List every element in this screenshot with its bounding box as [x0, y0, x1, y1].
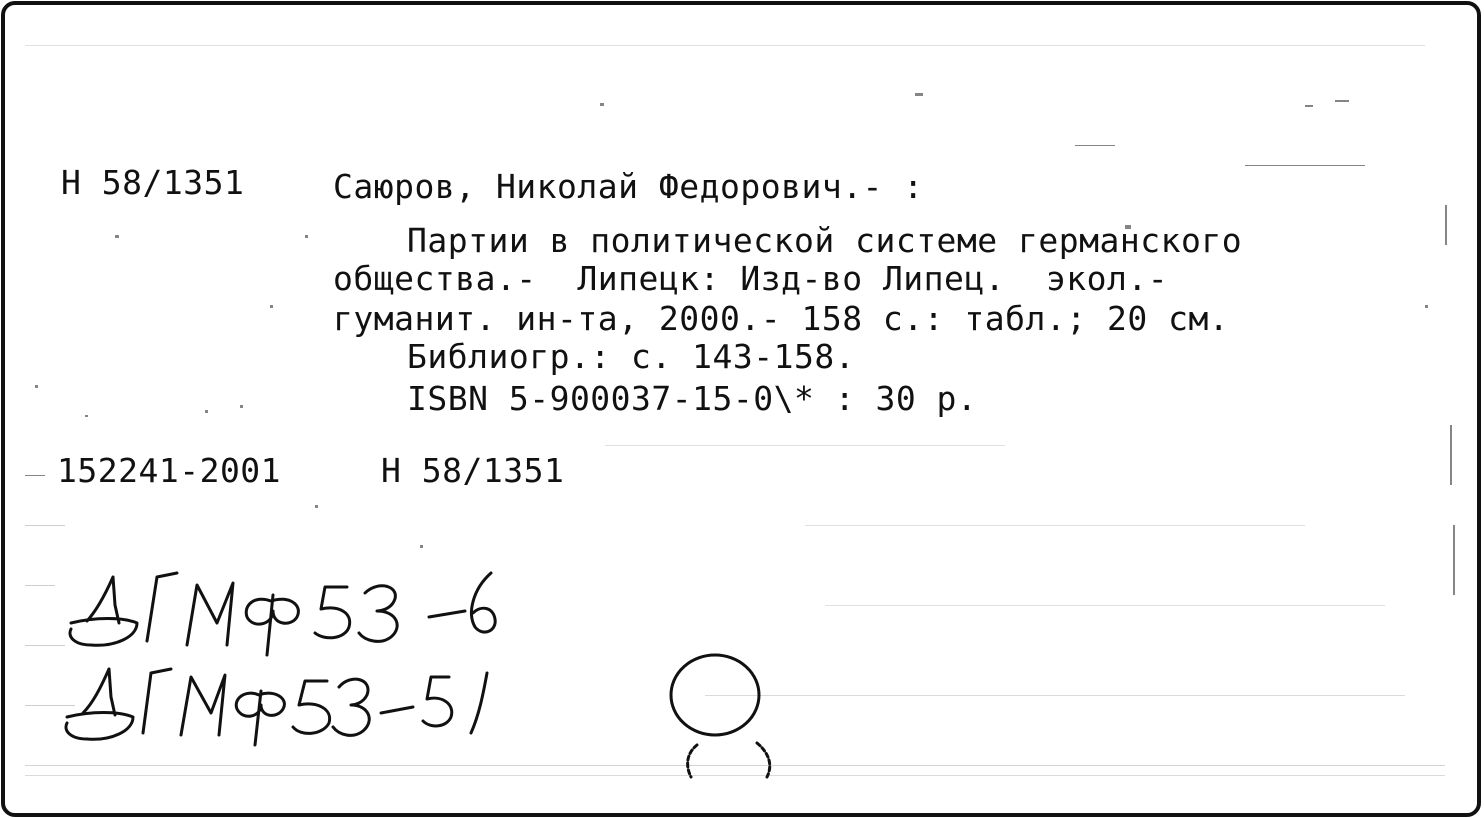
isbn-line: ISBN 5-900037-15-0\* : 30 р. — [407, 379, 978, 418]
physical-description-line: гуманит. ин-та, 2000.- 158 с.: табл.; 20 см. — [333, 299, 1230, 338]
handwritten-circle — [671, 655, 759, 735]
handwritten-shelfmarks-image — [5, 5, 1477, 813]
bibliography-note: Библиогр.: с. 143-158. — [407, 337, 856, 376]
call-number: Н 58/1351 — [61, 163, 245, 202]
accession-call-number: Н 58/1351 — [381, 451, 565, 490]
handwritten-line-2 — [66, 669, 487, 745]
accession-number: 152241-2001 — [57, 451, 282, 490]
title-line: Партии в политической системе германского — [407, 221, 1243, 260]
handwritten-line-1 — [70, 573, 495, 655]
handwritten-notes — [5, 5, 1477, 813]
author-heading: Саюров, Николай Федорович.- : — [333, 167, 924, 206]
catalog-card — [1, 1, 1481, 817]
publication-line: общества.- Липецк: Изд-во Липец. экол.- — [333, 259, 1169, 298]
